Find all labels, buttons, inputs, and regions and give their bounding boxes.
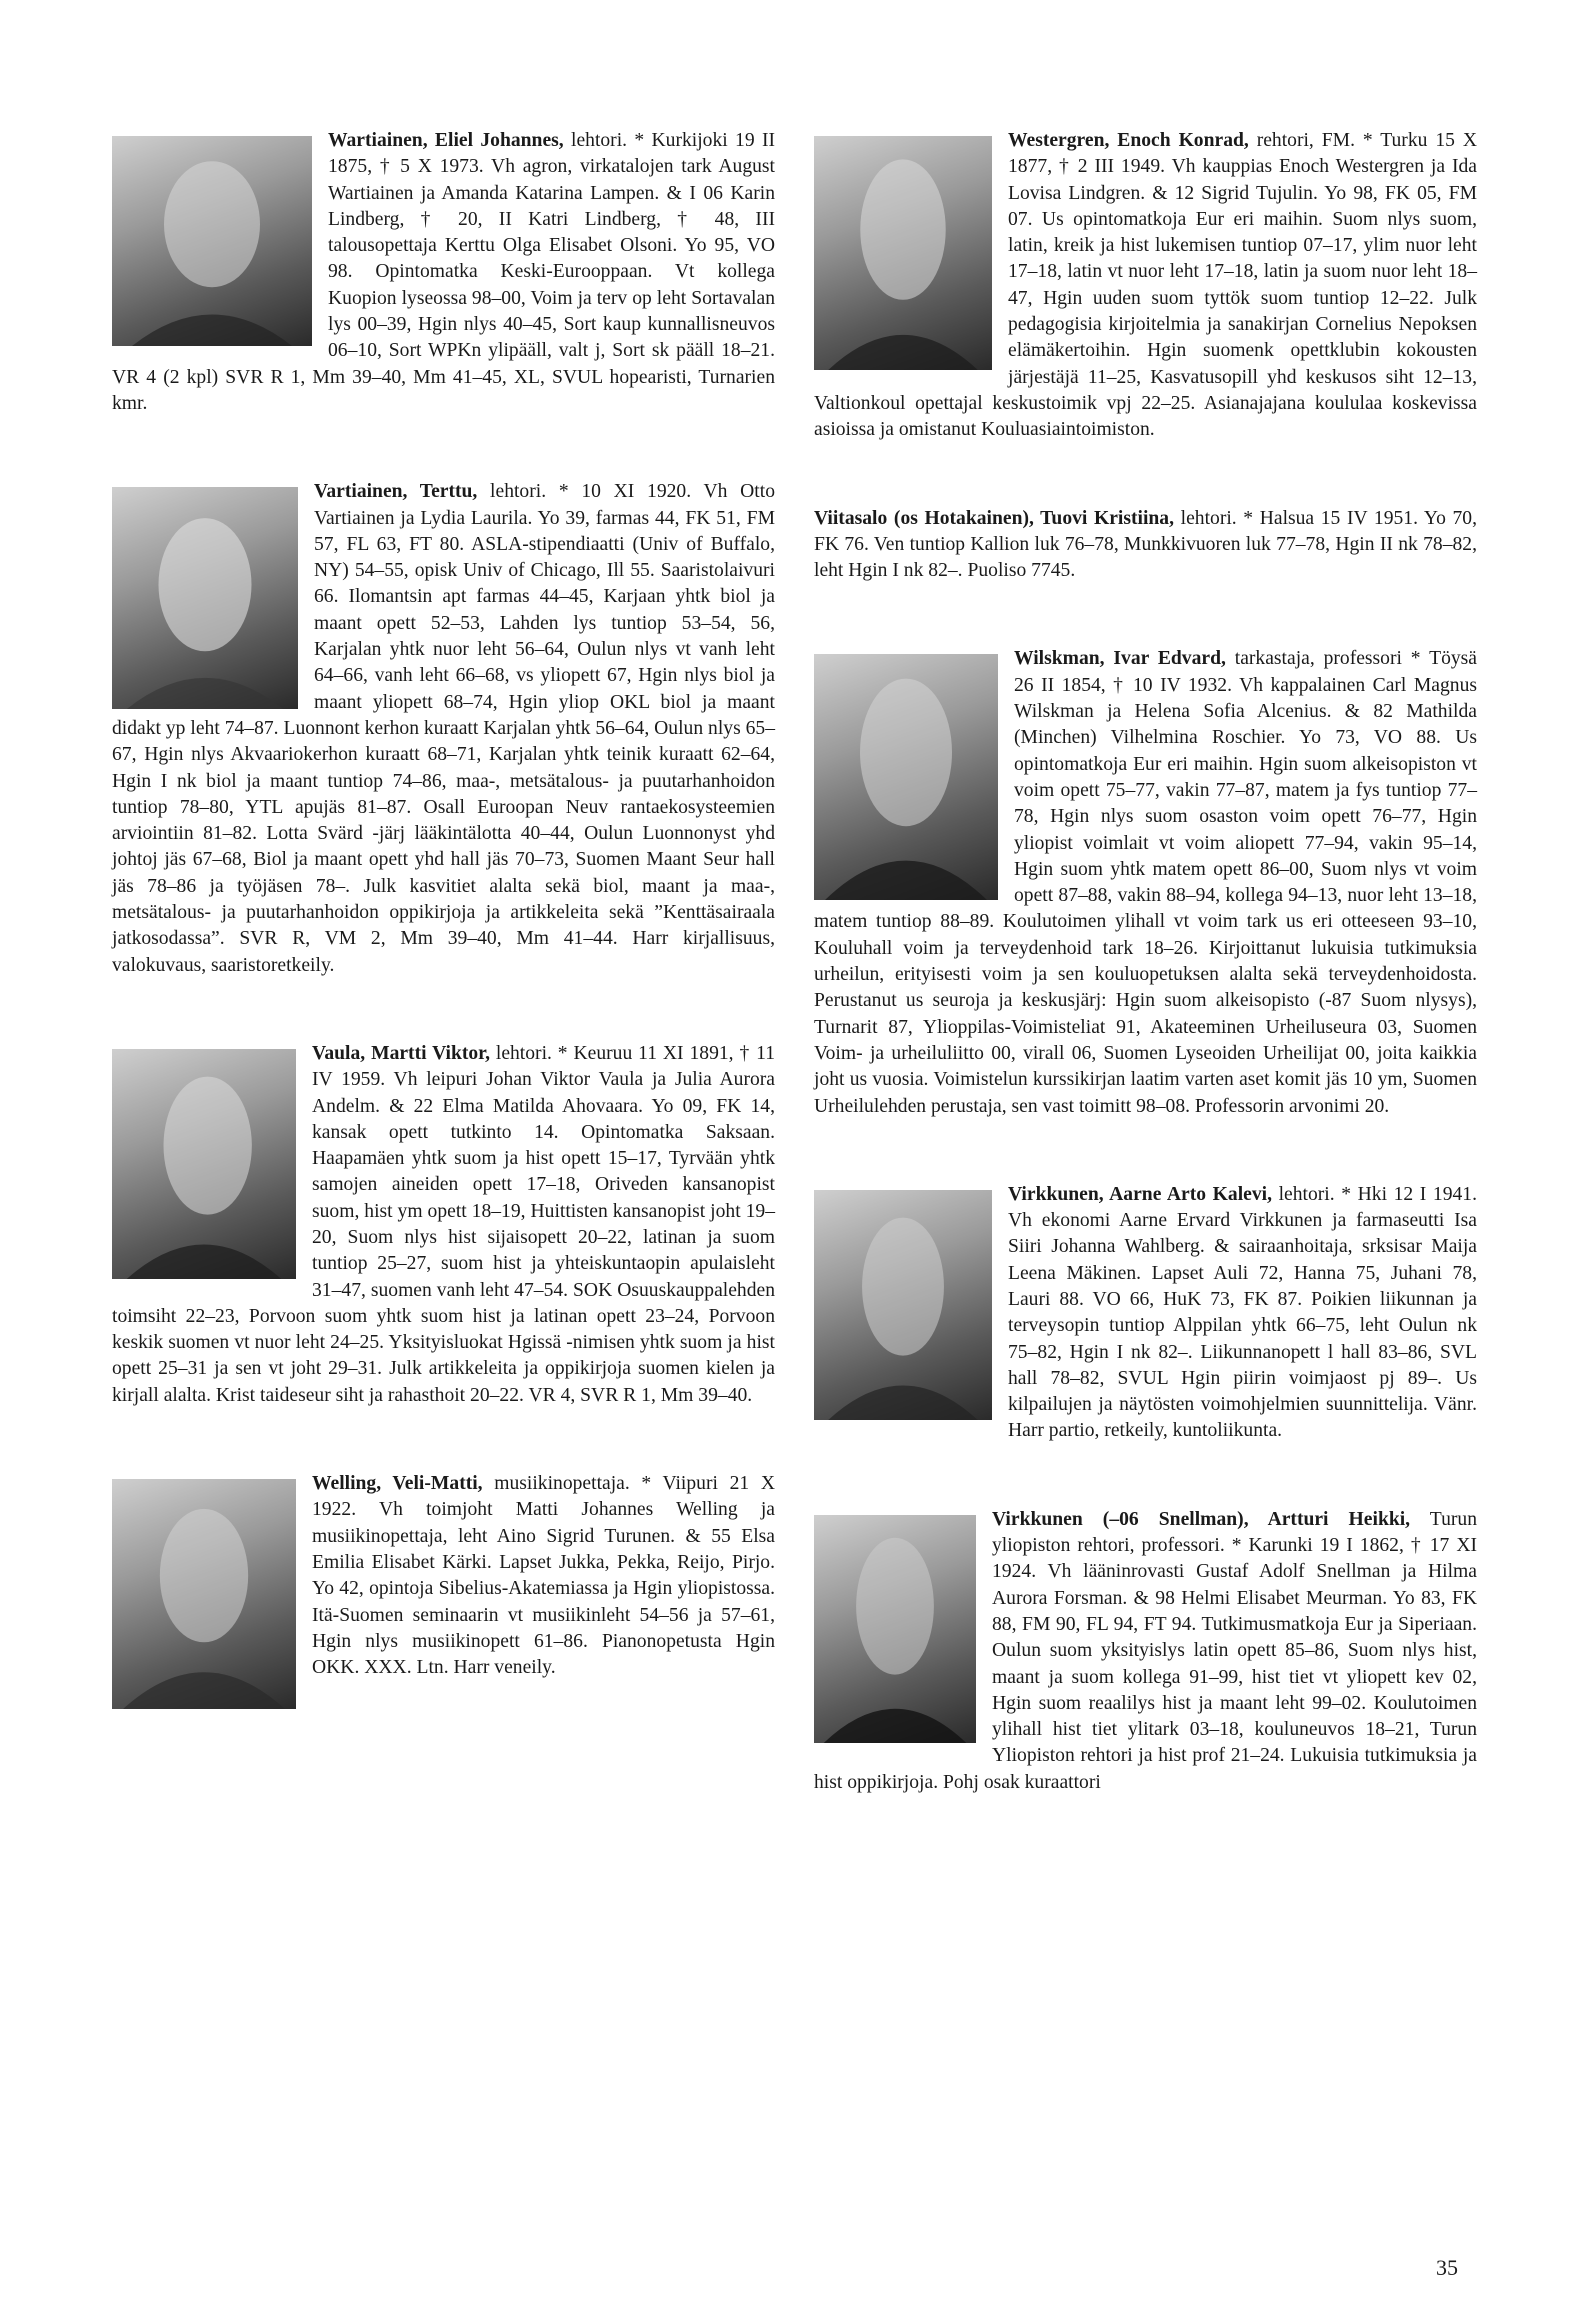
entry-name: Viitasalo (os Hotakainen), Tuovi Kristiina,	[814, 507, 1175, 529]
portrait-photo	[814, 1190, 992, 1420]
entry-text: lehtori. * 10 XI 1920. Vh Otto Vartiainen ja Lydia Laurila. Yo 39, farmas 44, FK 51, FM 57, FL 63, FT 80. ASLA-stipendiaatti (Univ of Buffalo, NY) 54–55, opisk Univ of Chicago, Ill 55. Saaristolaivuri 66. Ilomantsin apt farmas 44–45, Karjaan yhtk biol ja maant opett 52–53, Lahden lys tuntiop 53–54, 56, Karjalan yhtk nuor leht 56–64, Oulun nlys vt vanh leht 64–66, vanh leht 66–68, vs yliopett 67, Hgin nlys biol ja maant yliopett 68–74, Hgin yliop OKL biol ja maant didakt yp leht 74–87. Luonnont kerhon kuraatt Karjalan yhtk 56–64, Oulun nlys 65–67, Hgin nlys Akvaariokerhon kuraatt 68–71, Karjalan yhtk teinik kuraatt 62–64, Hgin I nk biol ja maant tuntiop 74–86, maa-, metsätalous- ja puutarhanhoidon tuntiop 78–80, YTL apujäs 81–87. Osall Euroopan Neuv rantaekosysteemien arviointiin 81–82. Lotta Svärd -järj lääkintälotta 40–44, Oulun Luonnonyst yhd johtoj jäs 67–68, Biol ja maant opett yhd hall jäs 70–73, Suomen Maant Seur hall jäs 78–86 ja työjäsen 78–. Julk kasvitiet alalta sekä biol, maant ja maa-, metsätalous- ja puutarhanhoidon oppikirjoja ja artikkeleita sekä ”Kenttäsairaala jatkosodassa”. SVR R, VM 2, Mm 39–40, Mm 41–44. Harr kirjallisuus, valokuvaus, saaristoretkeily.	[112, 481, 775, 976]
entry-viitasalo	[814, 506, 1477, 585]
portrait-photo	[112, 487, 298, 709]
entry-name: Virkkunen, Aarne Arto Kalevi,	[1008, 1183, 1272, 1205]
entry-text: musiikinopettaja. * Viipuri 21 X 1922. Vh toimjoht Matti Johannes Welling ja musiikinopettaja, leht Aino Sigrid Turunen. & 55 Elsa Emilia Elisabet Kärki. Lapset Jukka, Pekka, Reijo, Pirjo. Yo 42, opintoja Sibelius-Akatemiassa ja Hgin yliopistossa. Itä-Suomen seminaarin vt musiikinleht 54–56 ja 57–61, Hgin nlys musiikinopett 61–86. Pianonopetusta Hgin OKK. XXX. Ltn. Harr veneily.	[312, 1473, 775, 1679]
entry-name: Virkkunen (–06 Snellman), Artturi Heikki,	[992, 1508, 1411, 1530]
entry-name: Wilskman, Ivar Edvard,	[1014, 648, 1226, 670]
portrait-photo	[814, 136, 992, 370]
entry-text: lehtori. * Kurkijoki 19 II 1875, † 5 X 1973. Vh agron, virkatalojen tark August Wartiainen ja Amanda Katarina Lampen. & I 06 Karin Lindberg, † 20, II Katri Lindberg, † 48, III talousopettaja Kerttu Olga Elisabet Olsoni. Yo 95, VO 98. Opintomatka Keski-Eurooppaan. Vt kollega Kuopion lyseossa 98–00, Voim ja terv op leht Sortavalan lys 00–39, Hgin nlys 40–45, Sort kaup kunnallisneuvos 06–10, Sort WPKn ylipääll, valt j, Sort sk pääll 18–21. VR 4 (2 kpl) SVR R 1, Mm 39–40, Mm 41–45, XL, SVUL hopearisti, Turnarien kmr.	[112, 130, 775, 414]
page-number: 35	[1436, 2255, 1458, 2280]
entry-text: lehtori. * Hki 12 I 1941. Vh ekonomi Aarne Ervard Virkkunen ja farmaseutti Isa Siiri Johanna Wahlberg. & sairaanhoitaja, srksisar Maija Leena Mäkinen. Lapset Auli 72, Hanna 75, Juhani 78, Lauri 88. VO 66, HuK 73, FK 87. Poikien liikunnan ja terveysopin tuntiop Alppilan yhtk 66–75, leht Oulun nk 75–82, Hgin I nk 82–. Liikunnanopett l hall 83–86, SVL hall 78–82, SVUL Hgin piirin voimjaost pj 89–. Us kilpailujen ja näytösten voimohjelmien suunnittelija. Vänr. Harr partio, retkeily, kuntoliikunta.	[1008, 1183, 1478, 1442]
portrait-photo	[112, 136, 312, 346]
entry-vaula	[112, 1041, 775, 1409]
entry-welling	[112, 1471, 775, 1681]
portrait-photo	[814, 1515, 976, 1743]
entry-virkkunen-artturi	[814, 1507, 1477, 1796]
entry-westergren	[814, 128, 1477, 444]
entry-text: lehtori. * Halsua 15 IV 1951. Yo 70, FK 76. Ven tuntiop Kallion luk 76–78, Munkkivuoren luk 77–78, Hgin II nk 78–82, leht Hgin I nk 82–. Puoliso 7745.	[814, 507, 1477, 582]
left-column	[112, 128, 775, 1743]
entry-name: Vartiainen, Terttu,	[314, 481, 478, 503]
portrait-photo	[112, 1049, 296, 1279]
right-column	[814, 128, 1477, 1796]
portrait-photo	[112, 1479, 296, 1709]
entry-text: Turun yliopiston rehtori, professori. * Karunki 19 I 1862, † 17 XI 1924. Vh lääninrovasti Gustaf Adolf Snellman ja Hilma Aurora Forsman. & 98 Helmi Elisabet Meurman. Yo 83, FK 88, FM 90, FL 94, FT 94. Tutkimusmatkoja Eur ja Siperiaan. Oulun suom yksityislys latin opett 85–86, Suom nlys hist, maant ja suom kollega 91–99, hist tiet vt yliopett kev 02, Hgin suom reaalilys hist ja maant leht 99–02. Koulutoimen ylihall hist tiet ylitark 03–18, kouluneuvos 18–21, Turun Yliopiston rehtori ja hist prof 21–24. Lukuisia tutkimuksia ja hist oppikirjoja. Pohj osak kuraattori	[814, 1508, 1477, 1793]
entry-vartiainen	[112, 479, 775, 979]
entry-wilskman	[814, 646, 1477, 1119]
entry-wartiainen	[112, 128, 775, 417]
entry-text: rehtori, FM. * Turku 15 X 1877, † 2 III 1949. Vh kauppias Enoch Westergren ja Ida Lovisa Lindgren. & 12 Sigrid Tujulin. Yo 98, FK 05, FM 07. Us opintomatkoja Eur eri maihin. Suom nlys suom, latin, kreik ja hist lukemisen tuntiop 07–17, ylim nuor leht 17–18, latin vt nuor leht 17–18, latin ja suom nuor leht 18–47, Hgin uuden suom tyttök suom tuntiop 12–22. Julk pedagogisia kirjoitelmia ja sanakirjan Cornelius Nepoksen elämäkertoihin. Hgin suomenk opettklubin kokousten järjestäjä 11–25, Kasvatusopill yhd keskusos siht 12–13, Valtionkoul opettajal keskustoimik vpj 22–25. Asianajajana koululaa koskevissa asioissa ja omistanut Kouluasiaintoimiston.	[814, 130, 1477, 441]
portrait-photo	[814, 654, 998, 900]
entry-text: lehtori. * Keuruu 11 XI 1891, † 11 IV 1959. Vh leipuri Johan Viktor Vaula ja Julia Aurora Andelm. & 22 Elma Matilda Ahovaara. Yo 09, FK 14, kansak opett tutkinto 14. Opintomatka Saksaan. Haapamäen yhtk suom ja hist opett 15–17, Tyrvään yhtk samojen aineiden opett 17–18, Oriveden kansanopist suom, hist ym opett 18–19, Huittisten kansanopist joht 19–20, Suom nlys hist sijaisopett 20–22, latinan ja suom tuntiop 25–27, suom hist ja yhteiskuntaopin apulaisleht 31–47, suomen vanh leht 47–54. SOK Osuuskauppalehden toimsiht 22–23, Porvoon suom yhtk suom hist ja latinan opett 23–24, Porvoon keskik suomen vt nuor leht 24–25. Yksityisluokat Hgissä -nimisen yhtk suom ja hist opett 25–31 ja sen vt joht 29–31. Julk artikkeleita ja oppikirjoja suomen kielen ja kirjall alalta. Krist taideseur siht ja rahasthoit 20–22. VR 4, SVR R 1, Mm 39–40.	[112, 1042, 775, 1406]
entry-name: Wartiainen, Eliel Johannes,	[328, 130, 564, 151]
entry-name: Welling, Veli-Matti,	[312, 1473, 483, 1495]
entry-text: tarkastaja, professori * Töysä 26 II 1854, † 10 IV 1932. Vh kappalainen Carl Magnus Wilskman ja Helena Sofia Alcenius. & 82 Mathilda (Minchen) Vilhelmina Roschier. Yo 73, VO 88. Us opintomatkoja Eur eri maihin. Hgin suom alkeisopiston vt voim opett 75–77, vakin 77–87, matem ja fys tuntiop 77–78, Hgin nlys suom osaston voim opett 76–77, Hgin yliopist voimlait vt voim aliopett 77–94, vakin 95–14, Hgin suom yhtk matem opett 86–00, Suom nlys vt voim opett 87–88, vakin 88–94, kollega 94–13, nuor leht 13–18, matem tuntiop 88–89. Koulutoimen ylihall vt voim tark us eri otteeseen 93–10, Kouluhall voim ja terveydenhoid tark 18–26. Kirjoittanut lukuisia tutkimuksia urheilun, erityisesti voim ja sen kouluopetuksen alalta sekä terveydenhoidosta. Perustanut us seuroja ja keskusjärj: Hgin suom alkeisopisto (-87 Suom nlysys), Turnarit 87, Ylioppilas-Voimisteliat 91, Akateeminen Urheiluseura 03, Suomen Voim- ja urheiluliitto 00, virall 06, Suomen Lyseoiden Urheilijat 00, joita kaikkia joht us vuosia. Voimistelun kurssikirjan laatim varten aset komit jäs 10 ym, Suomen Urheilulehden perustaja, sen vast toimitt 98–08. Professorin arvonimi 20.	[814, 648, 1477, 1117]
entry-name: Vaula, Martti Viktor,	[312, 1042, 490, 1064]
entry-name: Westergren, Enoch Konrad,	[1008, 130, 1249, 151]
entry-virkkunen-aarne	[814, 1182, 1477, 1445]
